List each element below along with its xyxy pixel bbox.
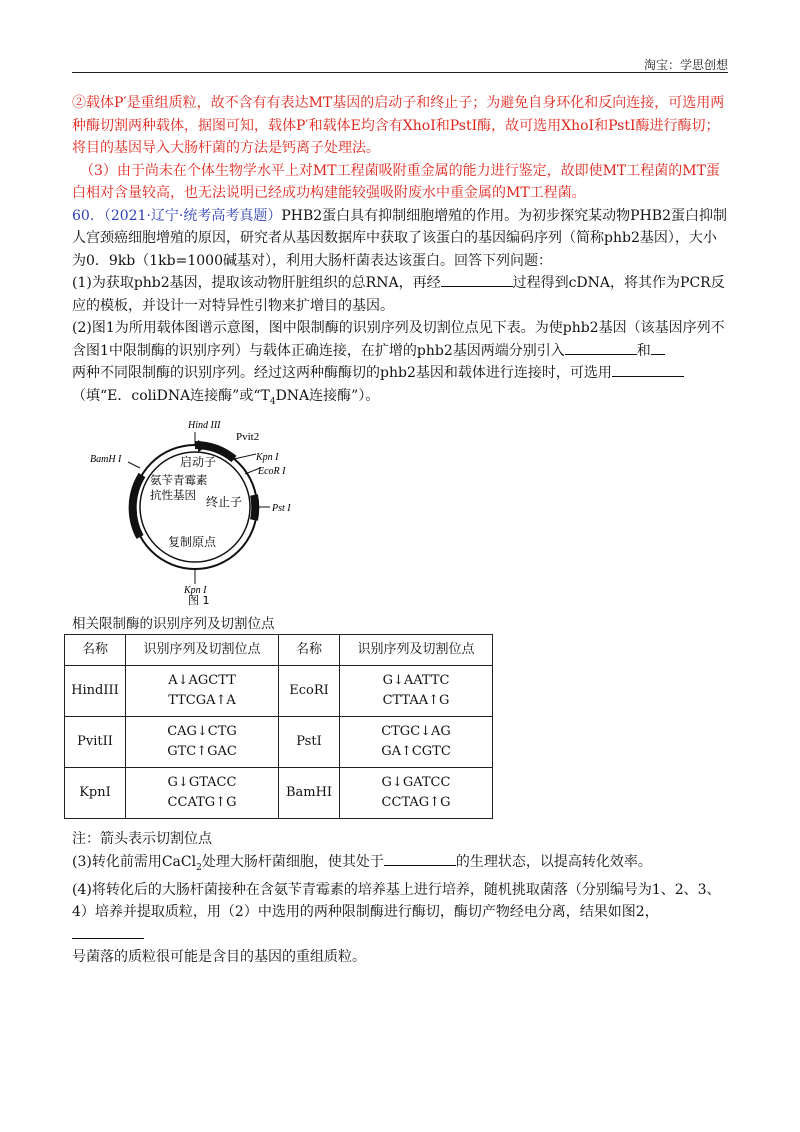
enzyme-table bbox=[64, 634, 493, 819]
header-rule bbox=[72, 72, 728, 73]
table-header-cell: 识别序列及切割位点 bbox=[340, 635, 493, 666]
site-bottom-strand: CCTAG↑G bbox=[381, 795, 451, 810]
label-kpn-top: Kpn I bbox=[256, 452, 279, 463]
label-terminator: 终止子 bbox=[206, 495, 243, 509]
q2-text-b: 和 bbox=[636, 342, 651, 359]
label-ecori: EcoR I bbox=[258, 466, 286, 477]
table-row bbox=[65, 666, 493, 717]
answer-blank-3[interactable] bbox=[651, 340, 665, 355]
figure-1-plasmid-map bbox=[88, 416, 328, 606]
enzyme-name: BamHI bbox=[279, 768, 340, 819]
answer-blank-1[interactable] bbox=[441, 272, 513, 287]
table-note: 注：箭头表示切割位点 bbox=[72, 831, 212, 847]
q3-text-a: (3)转化前需用CaCl bbox=[72, 853, 197, 870]
q1-text-b: 过程得到cDNA，将其作为PCR反应的模板，并设计一对特异性引物来扩增目的基因。 bbox=[72, 275, 725, 314]
site-top-strand: CTGC↓AG bbox=[381, 724, 451, 739]
q1-text-a: (1)为获取phb2基因，提取该动物肝脏组织的总RNA，再经 bbox=[72, 275, 441, 291]
site-bottom-strand: GA↑CGTC bbox=[381, 744, 451, 759]
question-1 bbox=[72, 272, 728, 317]
site-top-strand: G↓GATCC bbox=[381, 775, 451, 790]
q2-text-d: （填“E．coliDNA连接酶”或“T bbox=[72, 387, 270, 404]
table-row bbox=[65, 768, 493, 819]
enzyme-site bbox=[340, 666, 493, 717]
question-number: 60． bbox=[72, 207, 104, 224]
question-4 bbox=[72, 879, 728, 969]
plasmid-diagram bbox=[88, 416, 328, 606]
q2-text-c: 两种不同限制酶的识别序列。经过这两种酶酶切的phb2基因和载体进行连接时，可选用 bbox=[72, 365, 612, 381]
label-origin: 复制原点 bbox=[168, 535, 217, 549]
enzyme-name: PvitII bbox=[65, 717, 126, 768]
terminator-segment bbox=[254, 495, 255, 520]
q2-text-e: DNA连接酶”）。 bbox=[275, 387, 380, 404]
answer-paragraph-2: （3）由于尚未在个体生物学水平上对MT工程菌吸附重金属的能力进行鉴定，故即使MT工程菌的MT蛋白相对含量较高，也无法说明已经成功构建能较强吸附废水中重金属的MT工程菌。 bbox=[72, 162, 720, 201]
table-header-cell: 名称 bbox=[279, 635, 340, 666]
enzyme-site bbox=[340, 768, 493, 819]
label-hindiii: Hind III bbox=[188, 420, 221, 431]
table-caption: 相关限制酶的识别序列及切割位点 bbox=[72, 616, 275, 632]
label-promoter: 启动子 bbox=[180, 455, 217, 469]
table-header-cell: 名称 bbox=[65, 635, 126, 666]
answer-blank-5[interactable] bbox=[384, 851, 456, 866]
enzyme-site bbox=[340, 717, 493, 768]
enzyme-site bbox=[126, 666, 279, 717]
question-3 bbox=[72, 851, 728, 879]
site-top-strand: G↓AATTC bbox=[382, 673, 450, 688]
question-source: （2021·辽宁·统考高考真题） bbox=[103, 207, 282, 224]
label-bamhi: BamH I bbox=[90, 454, 122, 465]
site-top-strand: A↓AGCTT bbox=[168, 673, 236, 688]
question-2 bbox=[72, 317, 728, 413]
table-header-cell: 识别序列及切割位点 bbox=[126, 635, 279, 666]
page-content bbox=[72, 92, 728, 413]
question-intro-text: PHB2蛋白具有抑制细胞增殖的作用。为初步探究某动物PHB2蛋白抑制人宫颈癌细胞增殖的原因，研究者从基因数据库中获取了该蛋白的基因编码序列（简称phb2基因），大小为0．9kb（1kb=1000碱基对），利用大肠杆菌表达该蛋白。回答下列问题： bbox=[72, 207, 728, 269]
page-header-text: 淘宝：学思创想 bbox=[643, 58, 728, 72]
site-bottom-strand: CTTAA↑G bbox=[382, 693, 450, 708]
q3-text-b: 处理大肠杆菌细胞，使其处于 bbox=[201, 853, 384, 870]
answer-blank-4[interactable] bbox=[612, 362, 684, 377]
enzyme-name: HindIII bbox=[65, 666, 126, 717]
label-amp-line2: 抗性基因 bbox=[150, 488, 196, 502]
enzyme-site bbox=[126, 768, 279, 819]
q3-subscript: 2 bbox=[196, 862, 202, 873]
site-bottom-strand: TTCGA↑A bbox=[168, 693, 236, 708]
site-bottom-strand: GTC↑GAC bbox=[167, 744, 237, 759]
enzyme-site bbox=[126, 717, 279, 768]
answer-blank-6[interactable] bbox=[72, 924, 144, 939]
answer-paragraph-1: ②载体P′是重组质粒，故不含有有表达MT基因的启动子和终止子；为避免自身环化和反向连接，可选用两种酶切割两种载体，据图可知，载体P′和载体E均含有XhoI和PstI酶，故可选用XhoI和PstI酶进行酶切；将目的基因导入大肠杆菌的方法是钙离子处理法。 bbox=[72, 95, 725, 156]
post-table-content bbox=[72, 828, 728, 969]
label-amp-line1: 氨苄青霉素 bbox=[150, 473, 208, 487]
site-bottom-strand: CCATG↑G bbox=[167, 795, 237, 810]
q3-text-c: 的生理状态，以提高转化效率。 bbox=[455, 853, 652, 870]
q4-text-a: (4)将转化后的大肠杆菌接种在含氨苄青霉素的培养基上进行培养，随机挑取菌落（分别编号为1、2、3、4）培养并提取质粒，用（2）中选用的两种限制酶进行酶切，酶切产物经电分离，结果如图2， bbox=[72, 881, 721, 921]
q4-text-b: 号菌落的质粒很可能是含目的基因的重组质粒。 bbox=[72, 949, 366, 966]
site-top-strand: CAG↓CTG bbox=[167, 724, 237, 739]
enzyme-name: KpnI bbox=[65, 768, 126, 819]
label-pvit2: Pvit2 bbox=[236, 431, 260, 443]
q2-subscript: 4 bbox=[269, 396, 276, 407]
table-row bbox=[65, 717, 493, 768]
answer-blank-2[interactable] bbox=[565, 340, 637, 355]
kpn-top-marker bbox=[234, 454, 256, 459]
enzyme-name: EcoRI bbox=[279, 666, 340, 717]
label-psti: Pst I bbox=[272, 503, 291, 514]
enzyme-name: PstI bbox=[279, 717, 340, 768]
figure-1-caption: 图 1 bbox=[188, 594, 210, 606]
label-kpn-bottom: Kpn I bbox=[184, 585, 207, 596]
site-top-strand: G↓GTACC bbox=[167, 775, 237, 790]
bamhi-marker bbox=[128, 462, 140, 468]
q2-text-a: (2)图1为所用载体图谱示意图，图中限制酶的识别序列及切割位点见下表。为使phb2基因（该基因序列不含图1中限制酶的识别序列）与载体正确连接，在扩增的phb2基因两端分别引入 bbox=[72, 320, 725, 359]
table-header-row bbox=[65, 635, 493, 666]
question-intro bbox=[72, 205, 728, 273]
